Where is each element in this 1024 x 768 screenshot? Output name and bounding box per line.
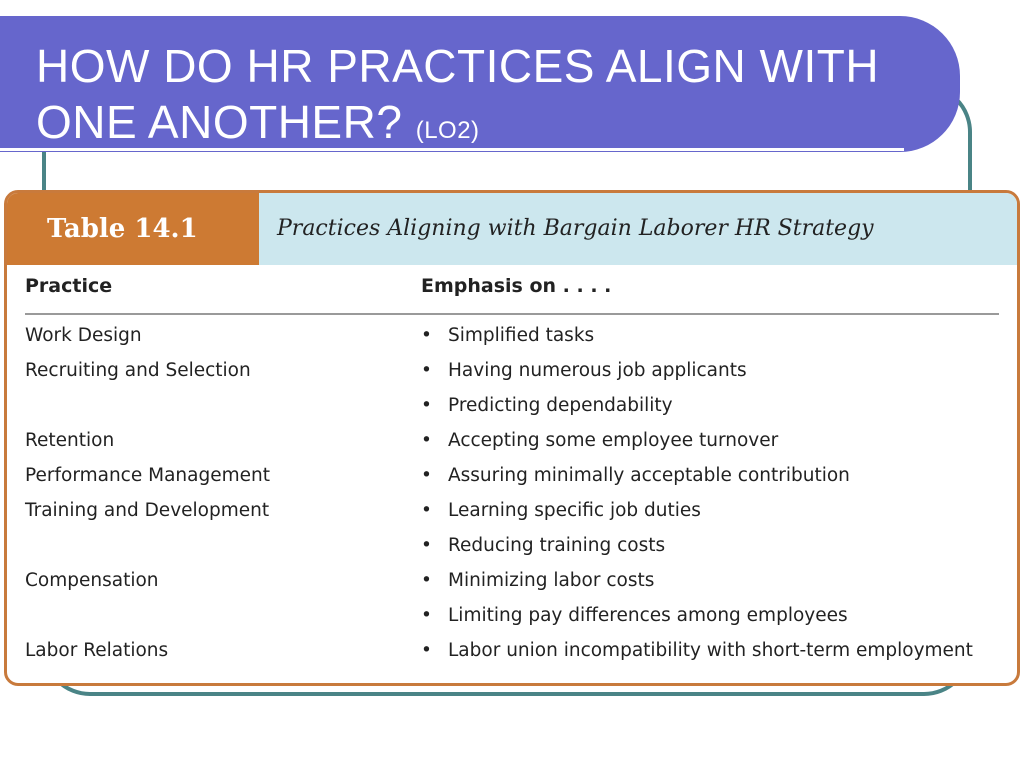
column-header-practice: Practice xyxy=(25,275,113,297)
table-row xyxy=(7,531,1017,566)
table-row xyxy=(7,496,1017,531)
practice-cell: Labor Relations xyxy=(25,640,169,661)
emphasis-cell: Simplified tasks xyxy=(448,325,595,346)
table-card xyxy=(4,190,1020,686)
table-row xyxy=(7,321,1017,356)
practice-cell: Retention xyxy=(25,430,115,451)
title-banner xyxy=(0,16,960,152)
practice-cell: Performance Management xyxy=(25,465,270,486)
emphasis-cell: Labor union incompatibility with short-term employment xyxy=(448,640,973,661)
column-header-emphasis: Emphasis on . . . . xyxy=(421,275,612,297)
emphasis-cell: Accepting some employee turnover xyxy=(448,430,779,451)
bullet-icon: • xyxy=(421,360,432,381)
emphasis-cell: Limiting pay differences among employees xyxy=(448,605,848,626)
table-body xyxy=(7,321,1017,671)
emphasis-cell: Learning specific job duties xyxy=(448,500,701,521)
emphasis-cell: Having numerous job applicants xyxy=(448,360,747,381)
bullet-icon: • xyxy=(421,430,432,451)
title-underline xyxy=(0,148,904,151)
bullet-icon: • xyxy=(421,640,432,661)
table-header xyxy=(7,193,1017,265)
table-row xyxy=(7,636,1017,671)
slide-title-main: HOW DO HR PRACTICES ALIGN WITH ONE ANOTHER? xyxy=(36,40,880,148)
practice-cell: Work Design xyxy=(25,325,142,346)
header-divider xyxy=(25,313,999,315)
practice-cell: Training and Development xyxy=(25,500,270,521)
table-row xyxy=(7,601,1017,636)
bullet-icon: • xyxy=(421,325,432,346)
emphasis-cell: Assuring minimally acceptable contribution xyxy=(448,465,850,486)
emphasis-cell: Predicting dependability xyxy=(448,395,673,416)
practice-cell: Compensation xyxy=(25,570,159,591)
bullet-icon: • xyxy=(421,605,432,626)
emphasis-cell: Minimizing labor costs xyxy=(448,570,655,591)
table-row xyxy=(7,356,1017,391)
bullet-icon: • xyxy=(421,570,432,591)
table-caption: Practices Aligning with Bargain Laborer HR Strategy xyxy=(259,193,1017,265)
bullet-icon: • xyxy=(421,465,432,486)
table-row xyxy=(7,426,1017,461)
bullet-icon: • xyxy=(421,535,432,556)
learning-objective-tag: (LO2) xyxy=(415,117,480,144)
table-row xyxy=(7,461,1017,496)
table-number-label: Table 14.1 xyxy=(7,193,259,265)
table-row xyxy=(7,566,1017,601)
slide-title xyxy=(36,38,916,159)
emphasis-cell: Reducing training costs xyxy=(448,535,666,556)
bullet-icon: • xyxy=(421,395,432,416)
table-row xyxy=(7,391,1017,426)
practice-cell: Recruiting and Selection xyxy=(25,360,251,381)
bullet-icon: • xyxy=(421,500,432,521)
